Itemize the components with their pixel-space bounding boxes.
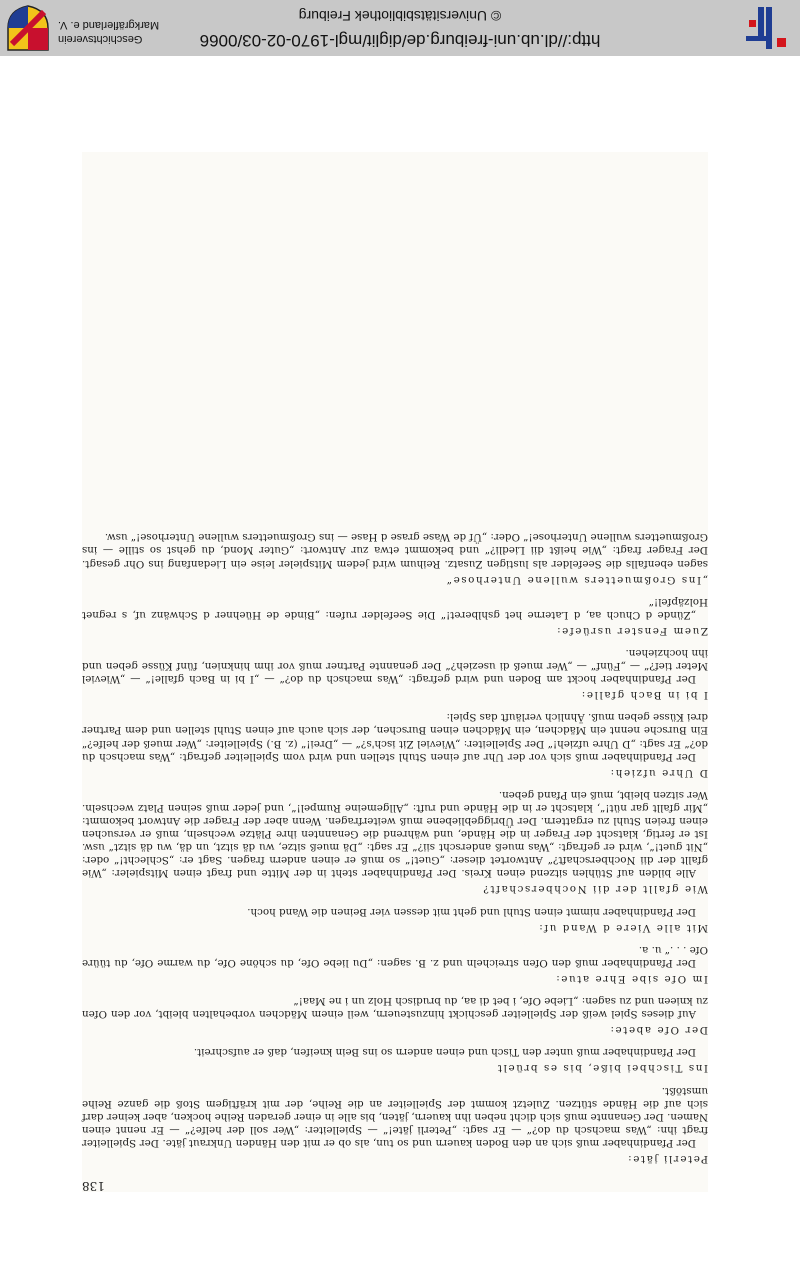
publisher-name-line1: Geschichtsverein: [58, 33, 143, 45]
section-paragraph: Der Pfandinhaber muß den Ofen streicheln und z. B. sagen: „Du liebe Ofe, du schöne Ofe, du warme Ofe, du tüüre Ofe . . .“ u. a.: [82, 943, 708, 969]
copyright-text: © Universitätsbibliothek Freiburg: [298, 8, 502, 24]
section-paragraph: Auf dieses Spiel weiß der Spielleiter geschickt hinzusteuern, weil einem Mädchen vorbehalten bleibt, vor den Ofen zu knieen und zu sagen: „Liebe Ofe, i bet di aa, du brudisch Holz un i ne Maa!“: [82, 995, 708, 1021]
section-heading: Ins Tischbei biße, bis es brüelt: [496, 1062, 708, 1075]
section-paragraph: Der Pfandinhaber muß sich vor der Uhr auf einen Stuhl stellen und wird vom Spielleiter gefragt: „Was machsch du do?“ Er sagt: „D Uhre ufzieh!“ Der Spielleiter: „Wieviel Zit isch's?“ — „Drei!“ (z. B.) Spielleiter: „Wer mueß der helfe?“ Ein Bursche nennt ein Mädchen, ein Mädchen einen Burschen, der sich auch auf einen Stuhl stellen und dem Partner drei Küsse geben muß. Ähnlich verläuft das Spiel:: [82, 711, 708, 763]
publisher-name-line2: Markgräflerland e. V.: [58, 19, 160, 31]
page-body: [82, 530, 708, 1174]
section-paragraph: Der Pfandinhaber muß unter den Tisch und einen andern so ins Bein kneifen, daß er aufschreit.: [193, 1046, 696, 1059]
section-paragraph: sagen ebenfalls die Seefelder als lustigen Zusatz. Reihum wird jedem Mitspieler leise ein Liedanfang ins Ohr gesagt. Der Frager fragt: „Wie heißt dii Liedli?“ und bekommt etwa zur Antwort: „Guter Mond, du gehst so stille — ins Großmuetters wullene Unterhose!“ Oder: „Üf de Wase grase d Hase — ins Großmuetters wullene Unterhose!“ usw.: [82, 531, 708, 570]
section-paragraph: Der Pfandinhaber muß sich an den Boden kauern und so tun, als ob er mit den Händen Unkraut jäte. Der Spielleiter fragt ihn: „Was machsch du do?“ — Er sagt: „Peterli jäte!“ — Spielleiter: „Wer soll der helfe?“ — Er nennt einen Namen. Der Genannte muß sich dicht neben ihn kauern, jäten, bis alle in einer geraden Reihe hocken, aber keiner darf sich auf die Hände stützen. Zuletzt kommt der Spielleiter an die Reihe, der mit kräftigem Stoß die ganze Reihe umstößt.: [82, 1084, 708, 1149]
page-number: 138: [82, 1179, 105, 1193]
section-paragraph: Der Pfandinhaber hockt am Boden und wird gefragt: „Was machsch du do?“ — „I bi in Bach gfalle!“ — „Wieviel Meter tief?“ — „Fünf“ — „Wer mueß di usezieh?“ Der genannte Partner muß vor ihm hinknien, fünf Küsse geben und ihn hochziehen.: [82, 647, 708, 686]
scanned-page: [82, 152, 708, 1192]
section-heading: „Ins Großmuetters wullene Unterhose“: [445, 573, 708, 586]
document-url-link[interactable]: http://dl.ub.uni-freiburg.de/diglit/mgl-1970-02-03/0066: [199, 31, 601, 50]
coat-of-arms-icon: [6, 4, 50, 52]
section-heading: Im Ofe sibe Ehre atue:: [554, 972, 708, 985]
section-heading: Peterli jäte:: [626, 1153, 708, 1165]
footer-bar: [0, 0, 800, 56]
section-heading: Der Ofe abete:: [608, 1024, 708, 1037]
publisher-logo[interactable]: [6, 4, 168, 52]
section-paragraph: „Zünde d Chuch aa, d Laterne het gshlberet!“ Die Seefelder rufen: „Binde de Hüehner d Schwänz uf, s regnet Holzäpfel!“: [82, 595, 708, 621]
section-paragraph: Alle bilden auf Stühlen sitzend einen Kreis. Der Pfandinhaber steht in der Mitte und fragt einen Mitspieler: „Wie gfallt der dii Nochberschaft?“ Antwortet dieser: „Guet!“ so muß er einen andern fragen. Sagt er: „Schlecht!“ oder: „Nit guet!“, wird er gefragt: „Was mueß anderscht sii?“ Er sagt: „Dä mueß sitze, wu dä sitzt, un dä, wu dä sitzt“ usw. Ist er fertig, klatscht der Frager in die Hände, und während die Genannten ihre Plätze wechseln, muß er versuchen einen freien Stuhl zu ergattern. Der Übriggebliebene muß weiterfragen. Wenn aber der Frager die Antwort bekommt: „Mir gfallt gar nüt!“, klatscht er in die Hände und ruft: „Allgemeine Rumpel!“, und jeder muß seinen Platz wechseln. Wer sitzen bleibt, muß ein Pfand geben.: [82, 788, 708, 880]
section-paragraph: Der Pfandinhaber nimmt einen Stuhl und geht mit dessen vier Beinen die Wand hoch.: [247, 905, 696, 918]
section-heading: Mit alle Viere d Wand uf:: [537, 921, 708, 934]
section-heading: I bi in Bach gfalle:: [580, 689, 708, 702]
section-heading: D Uhre ufzieh:: [609, 766, 708, 779]
section-heading: Wie gfallt der dii Nochberschaft?: [481, 883, 708, 896]
ub-freiburg-logo-icon[interactable]: [746, 7, 786, 49]
section-heading: Zuem Fenster usrüefe:: [555, 624, 708, 637]
